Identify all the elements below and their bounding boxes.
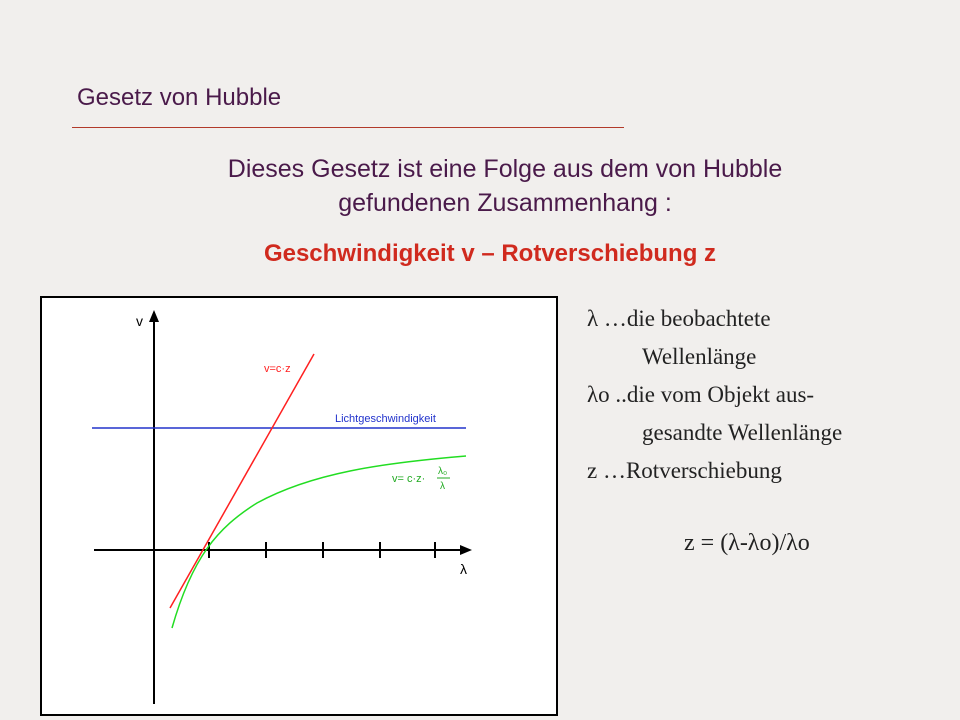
- fraction-denominator: λ: [440, 481, 445, 492]
- v-axis-arrow: [149, 310, 159, 322]
- intro-line-1: Dieses Gesetz ist eine Folge aus dem von Hubble: [227, 155, 783, 183]
- legend: [587, 300, 842, 490]
- legend-z: z …Rotverschiebung: [587, 458, 782, 483]
- fraction-numerator: λ₀: [438, 466, 448, 477]
- legend-lambda: λ …die beobachtete: [587, 306, 771, 331]
- hubble-graph: [40, 296, 558, 716]
- lambda-axis-label: λ: [460, 561, 467, 577]
- relativistic-label: v= c·z·: [392, 473, 426, 485]
- intro-text: [110, 152, 900, 220]
- intro-line-2: gefundenen Zusammenhang :: [338, 189, 672, 217]
- linear-line: [170, 354, 314, 608]
- light-speed-label: Lichtgeschwindigkeit: [335, 413, 436, 425]
- legend-lambda-zero: λo ..die vom Objekt aus-: [587, 382, 815, 407]
- subheading: Geschwindigkeit v – Rotverschiebung z: [263, 240, 717, 267]
- graph-svg: [42, 298, 556, 714]
- lambda-axis-arrow: [460, 545, 472, 555]
- legend-lambda-zero-cont: gesandte Wellenlänge: [642, 420, 843, 445]
- linear-label: v=c·z: [264, 363, 291, 375]
- legend-lambda-cont: Wellenlänge: [642, 344, 757, 369]
- slide-title: Gesetz von Hubble: [77, 84, 282, 111]
- title-divider: [72, 127, 624, 128]
- v-axis-label: v: [136, 313, 143, 329]
- redshift-formula: z = (λ-λo)/λo: [684, 530, 810, 556]
